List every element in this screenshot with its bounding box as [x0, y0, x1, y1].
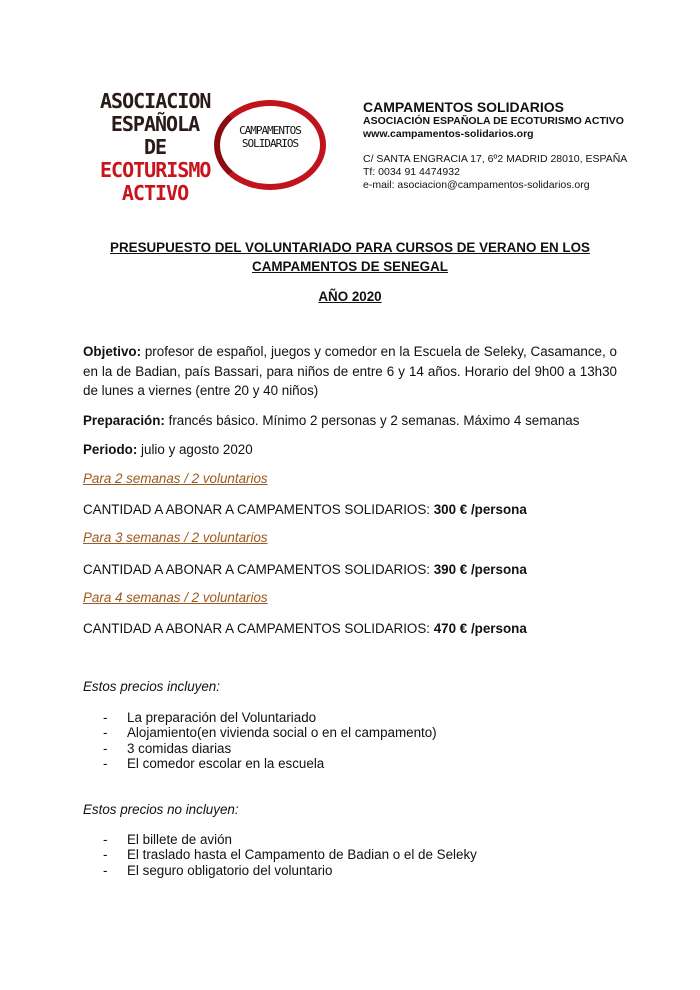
item-text: La preparación del Voluntariado	[127, 710, 317, 725]
list-item	[83, 741, 437, 756]
bullet: -	[103, 862, 108, 878]
bullet: -	[103, 847, 108, 863]
item-text: El comedor escolar en la escuela	[127, 755, 325, 771]
includes-heading: Estos precios incluyen:	[83, 679, 220, 694]
item-text: El billete de avión	[127, 832, 232, 847]
title-line: CAMPAMENTOS DE SENEGAL	[252, 259, 448, 274]
option-3-weeks-link[interactable]: Para 3 semanas / 2 voluntarios	[83, 530, 268, 545]
item-text: 3 comidas diarias	[127, 740, 232, 756]
preparacion-paragraph	[83, 411, 617, 431]
option-2-weeks-link[interactable]: Para 2 semanas / 2 voluntarios	[83, 471, 268, 486]
bullet: -	[103, 725, 108, 741]
option-4-weeks-price	[83, 619, 617, 639]
org-address: C/ SANTA ENGRACIA 17, 6º2 MADRID 28010, ESPAÑA	[363, 153, 628, 165]
list-item	[83, 863, 477, 878]
logo-line: ECOTURISMO	[100, 158, 211, 182]
periodo-paragraph	[83, 440, 617, 460]
periodo-text: julio y agosto 2020	[137, 442, 253, 457]
item-text: Alojamiento(en vivienda social o en el campamento)	[127, 725, 437, 741]
association-logo	[100, 90, 210, 205]
logo-line: ASOCIACION	[100, 89, 211, 113]
org-phone: Tf: 0034 91 4474932	[363, 166, 460, 178]
bullet: -	[103, 832, 108, 847]
bullet: -	[103, 740, 108, 756]
includes-list	[83, 710, 437, 771]
list-item	[83, 756, 437, 771]
price-label: CANTIDAD A ABONAR A CAMPAMENTOS SOLIDARIOS:	[83, 621, 434, 636]
campamentos-logo	[210, 96, 325, 186]
list-item	[83, 847, 477, 862]
price-value: 470 € /persona	[433, 621, 527, 636]
preparacion-text: francés básico. Mínimo 2 personas y 2 semanas. Máximo 4 semanas	[164, 413, 580, 428]
org-subtitle: ASOCIACIÓN ESPAÑOLA DE ECOTURISMO ACTIVO	[363, 115, 624, 127]
periodo-label: Periodo:	[83, 442, 138, 457]
excludes-list	[83, 832, 477, 878]
letterhead	[363, 99, 627, 192]
logo-line: ACTIVO	[121, 181, 189, 205]
price-label: CANTIDAD A ABONAR A CAMPAMENTOS SOLIDARIOS:	[83, 502, 434, 517]
org-website[interactable]: www.campamentos-solidarios.org	[363, 128, 534, 140]
excludes-heading: Estos precios no incluyen:	[83, 802, 239, 817]
list-item	[83, 725, 437, 740]
option-2-weeks-price	[83, 500, 617, 520]
item-text: El seguro obligatorio del voluntario	[127, 862, 333, 878]
document-year: AÑO 2020	[318, 289, 382, 304]
logo-line: ESPAÑOLA DE	[110, 112, 200, 159]
item-text: El traslado hasta el Campamento de Badian o el de Seleky	[127, 847, 477, 863]
price-value: 300 € /persona	[433, 502, 527, 517]
title-line: PRESUPUESTO DEL VOLUNTARIADO PARA CURSOS DE VERANO EN LOS	[110, 240, 590, 255]
org-title: CAMPAMENTOS SOLIDARIOS	[363, 99, 564, 115]
option-3-weeks-price	[83, 560, 617, 580]
list-item	[83, 832, 477, 847]
objetivo-label: Objetivo:	[83, 344, 142, 359]
preparacion-label: Preparación:	[83, 413, 165, 428]
price-label: CANTIDAD A ABONAR A CAMPAMENTOS SOLIDARIOS:	[83, 562, 434, 577]
objetivo-text: profesor de español, juegos y comedor en la Escuela de Seleky, Casamance, o en la de Badian, país Bassari, para niños de entre 6 y 14 años. Horario del 9h00 a 13h30 de lunes a viernes (entre 20 y 40 niños)	[83, 344, 617, 398]
logo-line: SOLIDARIOS	[241, 137, 299, 150]
bullet: -	[103, 710, 108, 725]
org-email[interactable]: e-mail: asociacion@campamentos-solidarios.org	[363, 179, 590, 191]
price-value: 390 € /persona	[433, 562, 527, 577]
bullet: -	[103, 755, 108, 771]
list-item	[83, 710, 437, 725]
document-title	[83, 238, 617, 276]
objetivo-paragraph	[83, 342, 617, 401]
option-4-weeks-link[interactable]: Para 4 semanas / 2 voluntarios	[83, 590, 268, 605]
logo-line: CAMPAMENTOS	[239, 124, 301, 137]
